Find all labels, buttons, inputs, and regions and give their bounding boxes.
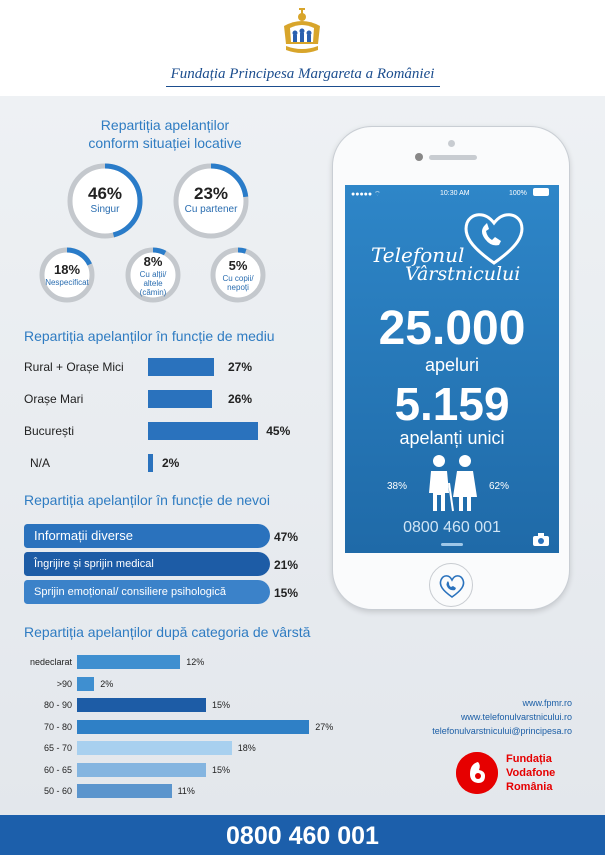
age-pct: 12% xyxy=(186,657,205,667)
age-bar xyxy=(77,698,206,712)
age-pct: 2% xyxy=(100,678,114,689)
housing-label: Cu partener xyxy=(184,204,238,215)
calls-number: 25.000 xyxy=(378,302,526,355)
status-time: 10:30 AM xyxy=(440,190,470,197)
housing-pct: 8% xyxy=(143,254,163,269)
housing-circle xyxy=(124,246,182,304)
environment-pct: 2% xyxy=(162,456,180,470)
needs-pct: 21% xyxy=(274,558,299,572)
age-bar xyxy=(77,655,180,669)
foundation-title: Fundația Principesa Margareta a României xyxy=(170,66,435,82)
housing-pct: 5% xyxy=(228,258,248,273)
housing-circle xyxy=(66,162,144,240)
phone-camera xyxy=(415,153,423,161)
link-telefonul[interactable]: www.telefonulvarstnicului.ro xyxy=(460,712,572,722)
age-pct: 27% xyxy=(315,721,334,732)
female-pct: 62% xyxy=(489,481,510,492)
logo-text-line2: Vârstnicului xyxy=(405,263,521,285)
sponsor-name xyxy=(506,752,555,794)
needs-bar: Sprijin emoțional/ consiliere psihologică xyxy=(24,580,270,604)
age-title: Repartiția apelanților după categoria de vârstă xyxy=(24,624,311,640)
needs-bar: Îngrijire și sprijin medical xyxy=(24,552,270,576)
signal-icon: ●●●●● ⌔ xyxy=(351,191,381,198)
unique-label: apelanți unici xyxy=(399,428,505,448)
age-label: 50 - 60 xyxy=(43,786,72,796)
housing-pct: 46% xyxy=(87,184,123,203)
age-pct: 15% xyxy=(212,700,231,710)
male-pct: 38% xyxy=(387,481,408,492)
age-label: nedeclarat xyxy=(29,657,72,667)
environment-bar xyxy=(148,358,214,376)
sponsor-line3: România xyxy=(506,781,553,793)
environment-title: Repartiția apelanților în funcție de mediu xyxy=(24,328,275,344)
housing-circle xyxy=(38,246,96,304)
age-label: 65 - 70 xyxy=(43,743,72,753)
environment-label: N/A xyxy=(30,456,51,470)
age-pct: 18% xyxy=(237,743,256,753)
environment-pct: 45% xyxy=(266,424,291,438)
environment-label: Orașe Mari xyxy=(24,392,84,406)
link-email[interactable]: telefonulvarstnicului@principesa.ro xyxy=(432,726,572,736)
housing-pct: 23% xyxy=(193,184,229,203)
home-button[interactable] xyxy=(429,563,473,607)
camera-icon[interactable] xyxy=(533,533,549,546)
age-label: 70 - 80 xyxy=(43,721,72,732)
elderly-couple-icon xyxy=(421,453,483,513)
phone-mockup xyxy=(332,126,570,610)
age-bar xyxy=(77,677,94,691)
age-bar xyxy=(77,720,309,734)
environment-label: București xyxy=(24,424,75,438)
age-label: 80 - 90 xyxy=(43,700,72,710)
environment-label: Rural + Orașe Mici xyxy=(24,360,124,374)
needs-pct: 15% xyxy=(274,586,299,600)
crown-logo-icon xyxy=(280,8,324,58)
screen-hotline: 0800 460 001 xyxy=(403,519,501,536)
housing-label: Nespecificat xyxy=(45,278,89,287)
calls-label: apeluri xyxy=(424,355,480,375)
phone-screen xyxy=(345,185,559,553)
battery-icon xyxy=(533,188,549,196)
sponsor-line1: Fundația xyxy=(506,753,552,765)
age-pct: 15% xyxy=(212,764,231,775)
housing-circle xyxy=(209,246,267,304)
footer-hotline[interactable]: 0800 460 001 xyxy=(0,815,605,855)
housing-title-line1: Repartiția apelanților xyxy=(100,117,230,133)
age-bar xyxy=(77,784,172,798)
unique-number: 5.159 xyxy=(394,378,510,430)
age-pct: 11% xyxy=(177,786,195,796)
environment-pct: 27% xyxy=(228,360,253,374)
status-battery: 100% xyxy=(509,190,527,197)
phone-speaker xyxy=(429,155,477,160)
housing-label: Cu copii/ nepoți xyxy=(222,274,254,292)
header xyxy=(0,0,605,96)
needs-pct: 47% xyxy=(274,530,299,544)
sponsor-line2: Vodafone xyxy=(506,767,556,779)
phone-sensor xyxy=(448,140,455,147)
housing-title xyxy=(40,116,290,152)
needs-bar: Informații diverse xyxy=(24,524,270,548)
environment-bar xyxy=(148,390,212,408)
housing-label: Singur xyxy=(90,204,120,215)
home-indicator xyxy=(441,543,463,546)
link-website[interactable]: www.fpmr.ro xyxy=(522,698,572,708)
housing-pct: 18% xyxy=(53,262,81,277)
housing-circle xyxy=(172,162,250,240)
housing-title-line2: conform situației locative xyxy=(88,135,242,151)
title-underline xyxy=(166,86,440,87)
age-label: 60 - 65 xyxy=(43,764,72,775)
environment-bar xyxy=(148,454,153,472)
logo-text-line1: Telefonul xyxy=(371,243,465,267)
heart-phone-home-icon xyxy=(438,573,466,599)
housing-label: Cu alții/ altele (cămin) xyxy=(139,270,167,297)
age-bar xyxy=(77,763,206,777)
age-bar xyxy=(77,741,232,755)
environment-bar xyxy=(148,422,258,440)
age-label: >90 xyxy=(56,678,72,689)
needs-title: Repartiția apelanților în funcție de nevoi xyxy=(24,492,270,508)
vodafone-logo-icon xyxy=(456,752,498,794)
heart-phone-icon xyxy=(461,209,527,267)
environment-pct: 26% xyxy=(228,392,253,406)
